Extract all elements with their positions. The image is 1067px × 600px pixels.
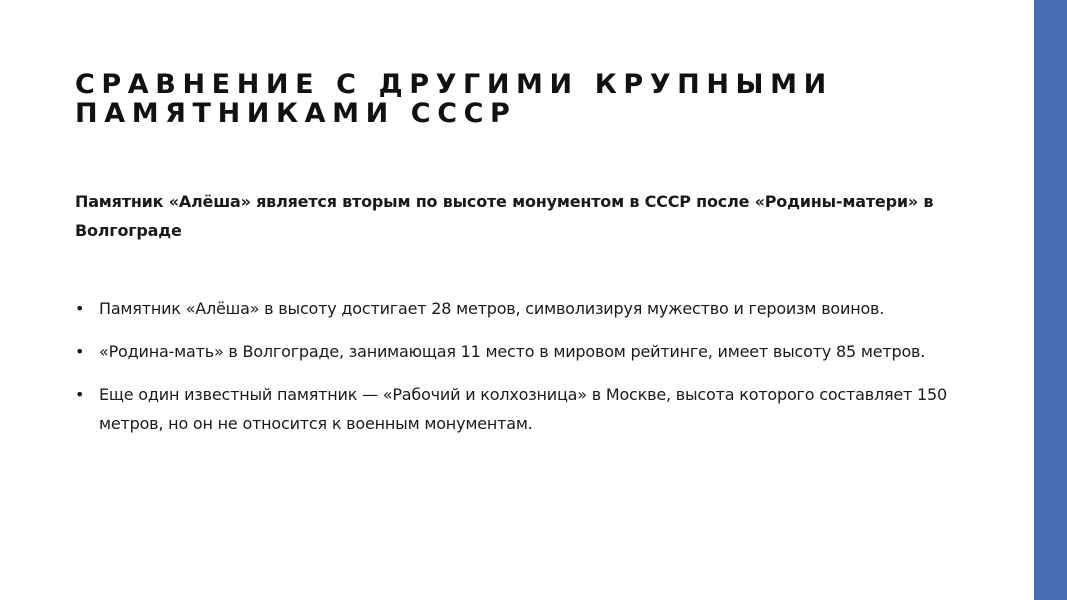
- bullet-text: «Родина-мать» в Волгограде, занимающая 11 место в мировом рейтинге, имеет высоту 85 метров.: [99, 342, 926, 361]
- slide-title: СРАВНЕНИЕ С ДРУГИМИ КРУПНЫМИ ПАМЯТНИКАМИ СССР: [75, 69, 833, 129]
- lead-paragraph: Памятник «Алёша» является вторым по высоте монументом в СССР после «Родины-матери» в Волгограде: [75, 192, 934, 240]
- bullet-list: [75, 294, 955, 452]
- bullet-text: Еще один известный памятник — «Рабочий и колхозница» в Москве, высота которого составляет 150 метров, но он не относится к военным монументам.: [99, 385, 947, 433]
- bullet-text: Памятник «Алёша» в высоту достигает 28 метров, символизируя мужество и героизм воинов.: [99, 299, 885, 318]
- bullet-item: [75, 337, 955, 366]
- bullet-icon: •: [75, 342, 85, 361]
- bullet-item: [75, 294, 955, 323]
- accent-side-bar: [1034, 0, 1067, 600]
- bullet-icon: •: [75, 299, 85, 318]
- bullet-item: [75, 380, 955, 438]
- bullet-icon: •: [75, 385, 85, 404]
